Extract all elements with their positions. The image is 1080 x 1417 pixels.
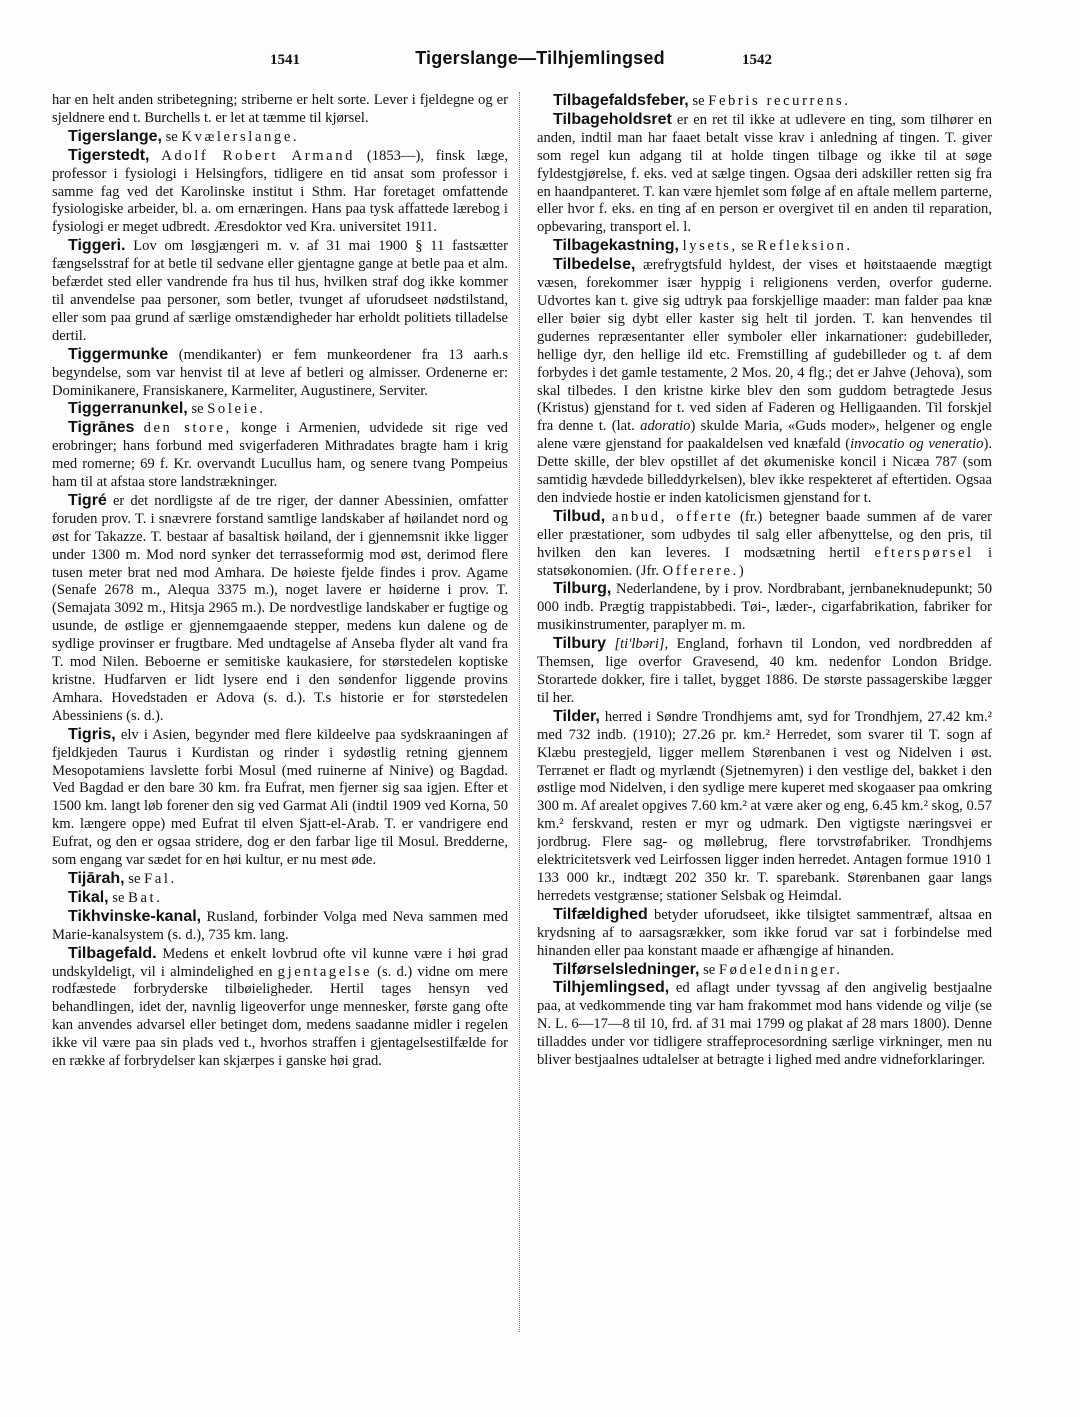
entry-tilhjemlingsed: Tilhjemlingsed, ed aflagt under tyvssag af den angivelig bestjaalne paa, at vedkommende ting var ham frakommet mod hans vidende og vilje (se N. L. 6—17—8 til 10, frd. af 31 mai 1799 og plakat af 28 mars 1800). Denne tilladdes under vor tidligere straffeprocesordning særlige virkninger, men nu bliver bestjaalnes udtalelser at betragte i lighed med andre vidneforklaringer. <box>537 979 992 1069</box>
cross-reference: Bat. <box>128 889 163 906</box>
entry-tilder: Tilder, herred i Søndre Trondhjems amt, syd for Trondhjem, 27.42 km.² med 732 indb. (1910); 27.26 pr. km.² Herredet, som svarer til T. sogn af Klæbu prestegjeld, ligger mellem Størenbanen i vest og Nidelven i øst. Terrænet er fladt og myrlændt (Sjetnemyren) i den vestlige del, bakket i den østlige mod Nidelven, i den sydlige mere kuperet med skogaaser paa omkring 300 m. Af arealet opgives 7.60 km.² at være aker og eng, 6.45 km.² skog, 0.57 km.² ferskvand, resten er myr og udmark. Den vigtigste næringsvei er jordbrug. Flere sag- og møllebrug, flere torvstrøfabriker. Trondhjems elektricitetsverk ved Leirfossen ligger inden herredet. Antagen formue 1910 1 133 000 kr., indtægt 202 350 kr. T. sparebank. Størenbanen gaar langs herredets vestgrænse; stationer Selsbak og Heimdal. <box>537 707 992 904</box>
headword: Tilbagefaldsfeber, <box>553 92 689 109</box>
entry-tilbury: Tilbury [ti'lbəri], England, forhavn til London, ved nordbredden af Themsen, lige overfor Gravesend, 40 km. nedenfor London Bridge. Storartede dokker, fire i tallet, bygget 1886. De største passagerskibe lægger til her. <box>537 635 992 706</box>
headword: Tigerstedt, <box>68 146 150 164</box>
headword: Tilbury <box>553 635 607 653</box>
cross-reference: Febris recurrens. <box>708 93 851 109</box>
entry-tiggermunke: Tiggermunke (mendikanter) er fem munkeordener fra 13 aarh.s begyndelse, som var henvist til at leve af betleri og almisser. Ordenerne er: Dominikanere, Fransiskanere, Karmeliter, Augustinere, Serviter. <box>52 345 508 399</box>
entry-tigre: Tigré er det nordligste af de tre riger, der danner Abessinien, omfatter foruden prov. T. i snævrere forstand samtlige landskaber af høilandet nord og øst for Takazze. T. bestaar af basaltisk høiland, der i gjennemsnit ikke ligger under 1300 m. Mod nord synker det terrasseformig mod øst, derimod flere tusen meter brat ned mod Amhara. De høieste fjelde findes i prov. Agame (Senafe 2678 m., Alequa 3375 m.), noget lavere er høiderne i prov. T. (Semajata 3092 m., Hitsja 2965 m.). De nordvestlige landskaber er fugtige og usunde, de østlige er gjennemgaaende stepper, medens kun dalene og de sydlige provinser er frugtbare. Med undtagelse af Anseba flyder alt vand fra T. mod Nilen. Beboerne er semitiske kaukasiere, for størstedelen koptiske kristne. Hudfarven er lidt lysere end i den søndenfor liggende provins Amhara. Hovedstaden er Adova (s. d.). T.s historie er for størstedelen Abessiniens (s. d.). <box>52 491 508 724</box>
headword: Tilbageholdsret <box>553 110 672 128</box>
headword: Tigrānes <box>68 419 135 437</box>
headword: Tilder, <box>553 707 600 725</box>
page-number-right: 1542 <box>742 52 772 68</box>
entry-tilbedelse: Tilbedelse, ærefrygtsfuld hyldest, der vises et høitstaaende mægtigt væsen, forekommer især hyppig i religionens verden, overfor guderne. Udvortes kan t. give sig udtryk paa forskjellige maader: man falder paa knæ eller bøier sig dybt eller kaster sig helt til jorden. T. kan henvendes til gudernes repræsentanter eller symboler eller inkarnationer: gudebilleder, hellige dyr, den hellige ild etc. Fremstilling af gudebilleder og t. af dem forbydes i det gamle testamente, 2 Mos. 20, 4 flg.; det er Jahve (Jehova), som skal tilbedes. I den kristne kirke blev den som guddom betragtede Jesus (Kristus) gjenstand for t. ved siden af Faderen og Helligaanden. Til forskjel fra denne t. (lat. adoratio) skulde Maria, «Guds moder», helgener og engle alene være gjenstand for paakaldelsen ved knæfald (invocatio og veneratio). Dette skille, der blev opstillet af det økumeniske koncil i Nicæa 787 (som samtidig hævdede billeddyrkelsen), blev ikke respekteret af eftertiden. Ogsaa den indviede hostie er inden katolicismen gjenstand for t. <box>537 256 992 506</box>
entry-tijarah: Tijārah, se Fal. <box>68 869 177 887</box>
headword: Tikhvinske-kanal, <box>68 907 202 925</box>
pronunciation: [ti'lbəri] <box>614 636 665 653</box>
headword: Tilbagefald. <box>68 944 157 962</box>
headword: Tiggerranunkel, <box>68 400 188 418</box>
entry-tilforselsledninger: Tilførselsledninger, se Fødeledninger. <box>553 960 843 978</box>
headword: Tijārah, <box>68 869 125 887</box>
entry-tilbagekastning: Tilbagekastning, lysets, se Refleksion. <box>553 237 853 255</box>
headword: Tiggeri. <box>68 237 126 255</box>
entry-tigerslange: Tigerslange, se Kvælerslange. <box>68 127 300 145</box>
page-header <box>0 48 1080 78</box>
entry-tilbagefald: Tilbagefald. Medens et enkelt lovbrud ofte vil kunne være i høi grad undskyldeligt, vil i almindelighed en gjentagelse (s. d.) vidne om mere rodfæstede forbryderske tilbøieligheder. Hertil tages hensyn ved behandlingen, idet der, navnlig ligeoverfor unge mennesker, første gang ofte kan anvendes advarsel eller betinget dom, medens saadanne midler i regelen ikke vil være paa sin plads ved t., hvorhos straffen i gjentagelsestilfælde for en række af forbrydelser kan skjærpes i ganske høi grad. <box>52 944 508 1070</box>
cross-reference: Fal. <box>144 870 177 887</box>
cross-reference: Offerere. <box>662 562 739 579</box>
cross-reference: Refleksion. <box>757 238 853 255</box>
entry-tilbud: Tilbud, anbud, offerte (fr.) betegner baade summen af de varer eller præstationer, som udbydes til salg eller afbenyttelse, og den pris, til hvilken den kan leveres. I modsætning hertil efterspørsel i statsøkonomien. (Jfr. Offerere.) <box>537 507 992 579</box>
left-column <box>52 92 508 1402</box>
entry-tilfaeldighed: Tilfældighed betyder uforudseet, ikke tilsigtet sammentræf, altsaa en krydsning af to aarsagsrækker, som ikke forud var sat i forbindelse med hinanden eller paa konstant maade er afhængige af hinanden. <box>537 905 992 959</box>
entry-tikhvinske-kanal: Tikhvinske-kanal, Rusland, forbinder Volga med Neva sammen med Marie-kanalsystem (s. d.), 735 km. lang. <box>52 907 508 943</box>
headword: Tilbedelse, <box>553 256 636 274</box>
headword: Tilhjemlingsed, <box>553 979 670 997</box>
column-divider <box>519 92 521 1332</box>
headword: Tigris, <box>68 725 116 743</box>
entry-tigranes: Tigrānes den store, konge i Armenien, udvidede sit rige ved erobringer; hans forbund med svigerfaderen Mithradates bragte ham i krig med romerne; 69 f. Kr. overvandt Lucullus ham, og senere tvang Pompeius ham til at afstaa store landstrækninger. <box>52 419 508 491</box>
entry-tiggerranunkel: Tiggerranunkel, se Soleie. <box>68 400 266 418</box>
entry-tilbageholdsret: Tilbageholdsret er en ret til ikke at udlevere en ting, som tilhører en anden, indtil man har faaet betalt visse krav i anledning af tingen. T. giver som regel kun adgang til at holde tingen tilbage og ikke til at søge fyldestgjørelse, f. eks. ved at sælge tingen. Ogsaa deri adskiller retten sig fra en haandpanteret. T. kan være hjemlet som følge af en aftale mellem parterne, eller hvor f. eks. en ting af en person er overgivet til en anden til reparation, opbevaring, transport el. l. <box>537 110 992 236</box>
entry-tilbagefaldsfeber: Tilbagefaldsfeber, se Febris recurrens. <box>553 92 851 109</box>
entry-tigerstedt: Tigerstedt, Adolf Robert Armand (1853—), finsk læge, professor i fysiologi i Helsingfors, tidligere en tid ansat som professor i samme fag ved det Karolinske institut i Sthm. Har foretaget omfattende fysiologiske arbeider, bl. a. om ernæringen. Hans paa tysk affattede lærebog i fysiologi er meget udbredt. Æresdoktor ved Kra. universitet 1911. <box>52 146 508 236</box>
headword: Tilbud, <box>553 507 606 525</box>
cross-reference: Kvælerslange. <box>181 128 300 145</box>
right-column <box>537 92 992 1402</box>
cross-reference: Soleie. <box>207 401 266 418</box>
entry-tiggeri: Tiggeri. Lov om løsgjængeri m. v. af 31 mai 1900 § 11 fastsætter fængselsstraf for at betle til sedvane eller gjentagne gange at betle paa et alm. befærdet sted eller vandrende fra hus til hus, hvilken straf dog ikke kommer til anvendelse paa personer, som betler, tvunget af uforudseet nødstilstand, eller som paa grund af særlige omstændigheder har erholdt politiets tilladelse dertil. <box>52 237 508 344</box>
page-number-left: 1541 <box>270 52 300 68</box>
headword: Tigerslange, <box>68 127 162 145</box>
headword: Tilburg, <box>553 580 612 598</box>
entry-tikal: Tikal, se Bat. <box>68 888 163 906</box>
entry-continuation: har en helt anden stribetegning; striberne er helt sorte. Lever i fjeldegne og er sjeldnere end t. Burchells t. er let at tæmme til kjørsel. <box>52 92 508 126</box>
headword: Tilbagekastning, <box>553 237 679 255</box>
headword: Tilførselsledninger, <box>553 960 700 978</box>
entry-tilburg: Tilburg, Nederlandene, by i prov. Nordbrabant, jernbaneknudepunkt; 50 000 indb. Prægtig trappistabbedi. Tøi-, læder-, cigarfabrikation, fabriker for musikinstrumenter, paraplyer m. m. <box>537 580 992 634</box>
entry-tigris: Tigris, elv i Asien, begynder med flere kildeelve paa sydskraaningen af fjeldkjeden Taurus i Kurdistan og rinder i sydøstlig retning gjennem Mesopotamiens lavslette forbi Mosul (med ruinerne af Ninive) og Bagdad. Ved Bagdad er den bare 30 km. fra Eufrat, men fjerner sig saa igjen. Efter et 1500 km. langt løb forener den sig ved Garmat Ali (indtil 1909 ved Korna, 50 km. længere oppe) med Eufrat til elven Sjatt-el-Arab. T. er vandrigere end Eufrat, og den er ogsaa stridere, dog er den farbar lige til Mosul. Bredderne, som engang var sædet for en høi kultur, er nu mest øde. <box>52 725 508 869</box>
cross-reference: Fødeledninger. <box>718 961 843 978</box>
headword: Tigré <box>68 491 107 509</box>
headword: Tiggermunke <box>68 345 169 363</box>
headword: Tikal, <box>68 888 109 906</box>
running-title: Tigerslange—Tilhjemlingsed <box>415 48 665 68</box>
headword: Tilfældighed <box>553 905 648 923</box>
